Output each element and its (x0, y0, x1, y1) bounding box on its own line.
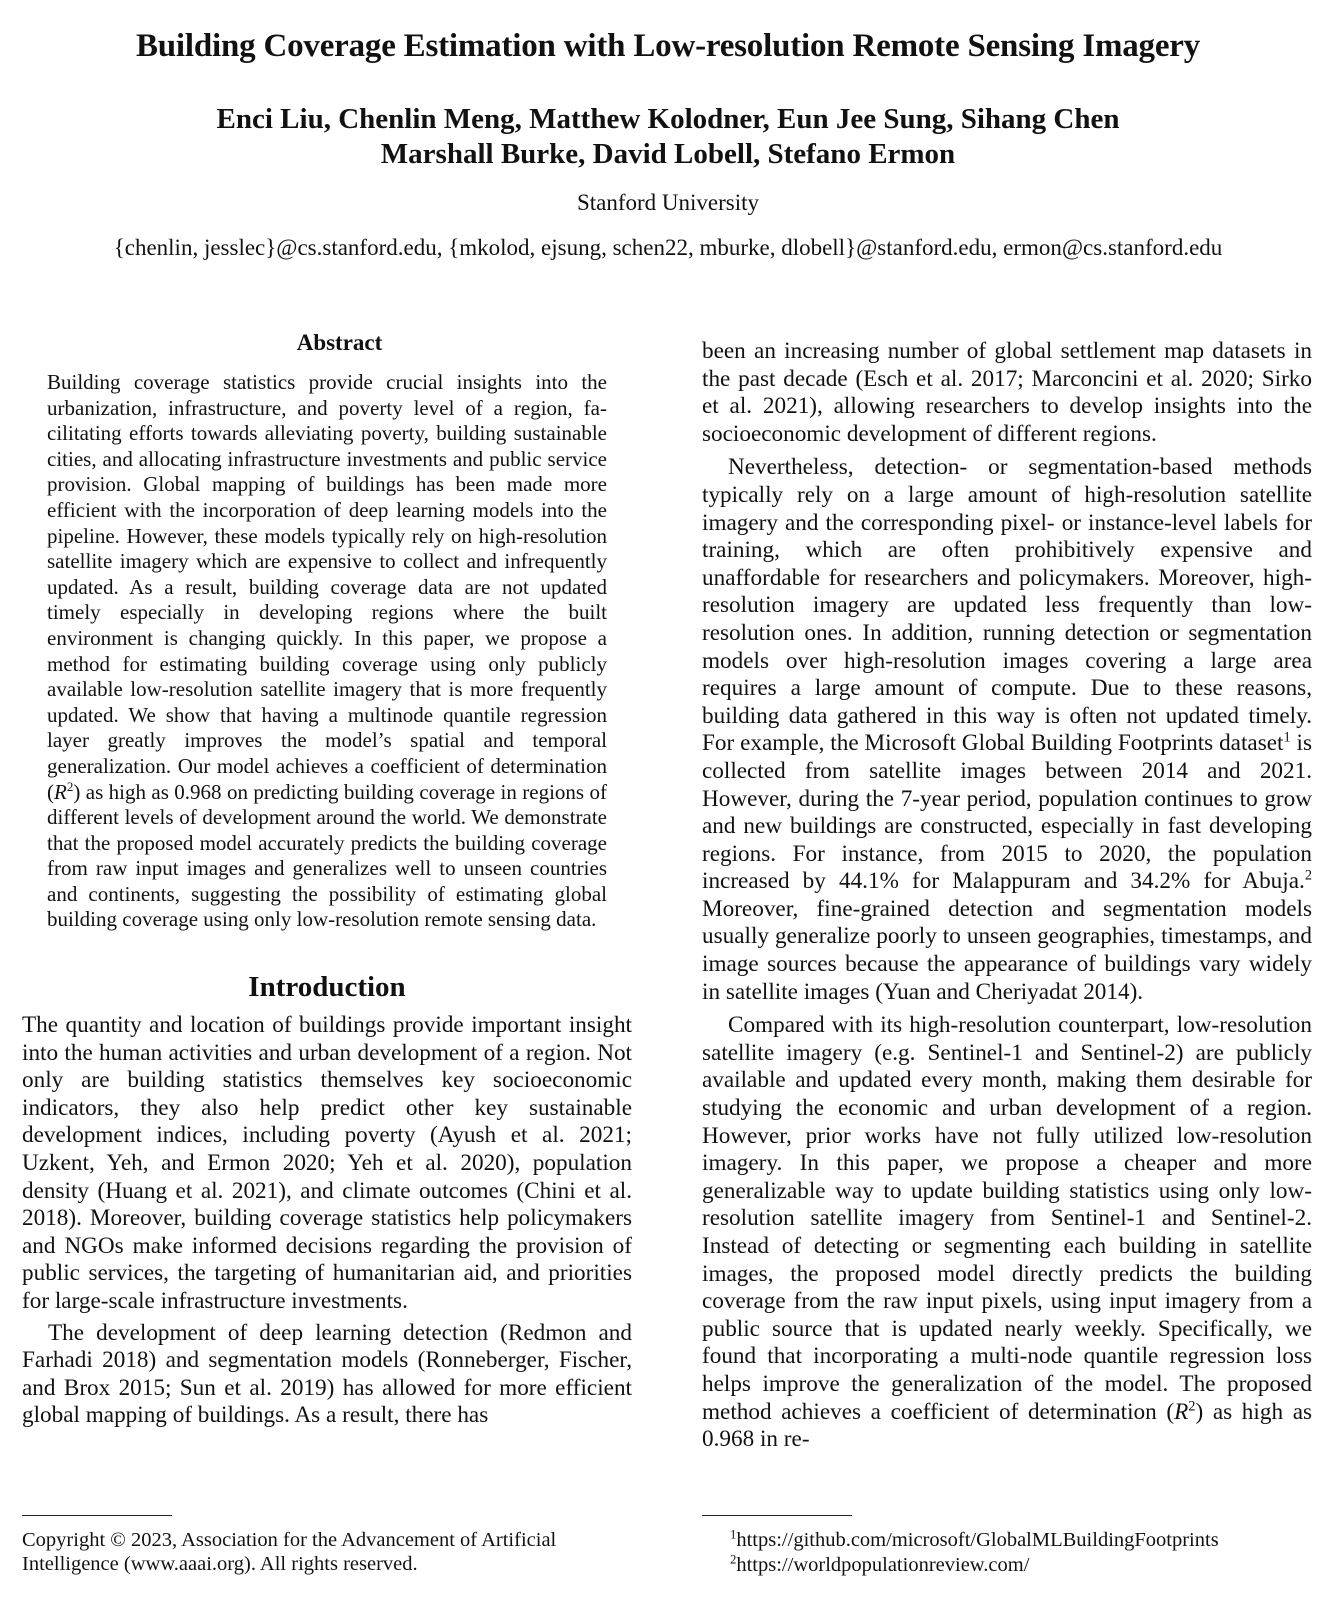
introduction-body (22, 1012, 632, 1430)
right-paragraph-1: been an increasing number of global settlement map datasets in the past decade (Esch et al. 2017; Marconcini et al. 2020; Sirko et al. 2021), allowing researchers to develop insights into the socioeconomic development of different regions. (702, 338, 1312, 447)
footnote-divider (702, 1515, 852, 1516)
footnote-ref-2: 2 (1304, 867, 1312, 884)
r2-symbol-right: R (1174, 1398, 1189, 1425)
right-column (702, 338, 1312, 1454)
footnote-2-mark: 2 (730, 1552, 737, 1567)
author-list (0, 102, 1336, 172)
footnote-1-text: https://github.com/microsoft/GlobalMLBuildingFootprints (736, 1529, 1219, 1551)
copyright-notice: Copyright © 2023, Association for the Advancement of Artificial Intelligence (www.aaai.org). All rights reserved. (22, 1529, 557, 1575)
right-paragraph-2 (702, 454, 1312, 1006)
abstract-text-part-2: ) as high as 0.968 on predicting building coverage in regions of different levels of development around the world. We demonstrate that the proposed model accurately predicts the building coverage from raw input images and generalizes well to unseen countries and continents, suggesting the possibility of estimating global building coverage using only low-resolution remote sensing data. (47, 779, 607, 932)
right-paragraph-3-part-b: ) as high as 0.968 in re- (702, 1398, 1313, 1453)
footnotes (730, 1528, 1330, 1578)
right-paragraph-2-part-c: Moreover, fine-grained detection and segmentation models usually generalize poorly to unseen geographies, timestamps, and image sources because the appearance of buildings vary widely in satellite images (Yuan and Cheriyadat 2014). (702, 895, 1312, 1005)
paper-title: Building Coverage Estimation with Low-resolution Remote Sensing Imagery (135, 28, 1201, 64)
introduction-heading: Introduction (248, 971, 406, 1004)
right-paragraph-3 (702, 1012, 1312, 1454)
r2-exponent: 2 (66, 778, 74, 794)
footnote-2-text: https://worldpopulationreview.com/ (736, 1554, 1030, 1576)
footnote-1-mark: 1 (730, 1527, 737, 1542)
right-paragraph-3-part-a: Compared with its high-resolution counterpart, low-resolution satellite imagery (e.g. Sentinel-1 and Sentinel-2) are publicly available and updated every month, making them desirable for studying the economic and urban development of a region. However, prior works have not fully utilized low-resolution imagery. In this paper, we propose a cheaper and more generalizable way to update building statistics using only low-resolution satellite imagery from Sentinel-1 and Sentinel-2. Instead of detecting or segmenting each building in satellite images, the proposed model directly predicts the building coverage from the raw input pixels, using input imagery from a public source that is updated nearly weekly. Specifically, we found that incorporating a multi-node quantile regression loss helps improve the generalization of the model. The proposed method achieves a coefficient of determination ( (702, 1012, 1312, 1425)
right-paragraph-2-part-a: Nevertheless, detection- or segmentation-based methods typically rely on a large amount of high-resolution satellite imagery and the corresponding pixel- or instance-level labels for training, which are often prohibitively expensive and unaffordable for researchers and policymakers. Moreover, high-resolution imagery are updated less frequently than low-resolution ones. In addition, running detection or segmentation models over high-resolution images covering a large area requires a large amount of compute. Due to these reasons, building data gathered in this way is often not updated timely. For example, the Microsoft Global Building Footprints dataset (702, 454, 1312, 757)
intro-paragraph-2: The development of deep learning detection (Redmon and Farhadi 2018) and segmentation models (Ronneberger, Fischer, and Brox 2015; Sun et al. 2019) has allowed for more efficient global mapping of buildings. As a result, there has (22, 1319, 632, 1429)
abstract-heading: Abstract (296, 330, 383, 355)
r2-exponent-right: 2 (1188, 1397, 1196, 1414)
abstract-text-part-1: Building coverage statistics provide crucial insights into the urbanization, infrastructure, and poverty level of a region, facilitating efforts towards alleviating poverty, building sustainable cities, and allocating infrastructure investments and public service provision. Global mapping of buildings has been made more efficient with the incorporation of deep learning models into the pipeline. However, these models typically rely on high-resolution satellite imagery which are expensive to collect and infrequently updated. As a result, building coverage data are not updated timely especially in developing regions where the built environment is changing quickly. In this paper, we propose a method for estimating building coverage using only publicly available low-resolution satellite imagery that is more frequently updated. We show that having a multinode quantile regression layer greatly improves the model’s spatial and temporal generalization. Our model achieves a coefficient of determination ( (47, 370, 607, 804)
right-paragraph-2-part-b: is collected from satellite images between 2014 and 2021. However, during the 7-year period, population continues to grow and new buildings are constructed, especially in fast developing regions. For instance, from 2015 to 2020, the population increased by 44.1% for Malappuram and 34.2% for Abuja. (702, 730, 1312, 895)
copyright-divider (22, 1515, 172, 1516)
footnote-ref-1: 1 (1283, 729, 1291, 746)
intro-paragraph-1: The quantity and location of buildings provide important insight into the human activities and urban development of a region. Not only are building statistics themselves key socioeconomic indicators, they also help predict other key sustainable development indices, including poverty (Ayush et al. 2021; Uzkent, Yeh, and Ermon 2020; Yeh et al. 2020), population density (Huang et al. 2021), and climate outcomes (Chini et al. 2018). Moreover, building coverage statistics help policymakers and NGOs make informed decisions regarding the provision of public services, the targeting of humanitarian aid, and priorities for large-scale infrastructure investments. (22, 1012, 632, 1314)
author-emails: {chenlin, jesslec}@cs.stanford.edu, {mkolod, ejsung, schen22, mburke, dlobell}@stanford.edu, ermon@cs.stanford.edu (113, 235, 1223, 260)
footnote-2 (730, 1553, 1330, 1578)
r2-symbol: R (54, 779, 67, 804)
affiliation: Stanford University (576, 190, 760, 215)
abstract-body (47, 370, 607, 933)
footnote-1 (730, 1528, 1330, 1553)
author-line-1: Enci Liu, Chenlin Meng, Matthew Kolodner, Eun Jee Sung, Sihang Chen (216, 103, 1120, 135)
left-column (22, 330, 632, 1430)
author-line-2: Marshall Burke, David Lobell, Stefano Ermon (380, 138, 956, 170)
